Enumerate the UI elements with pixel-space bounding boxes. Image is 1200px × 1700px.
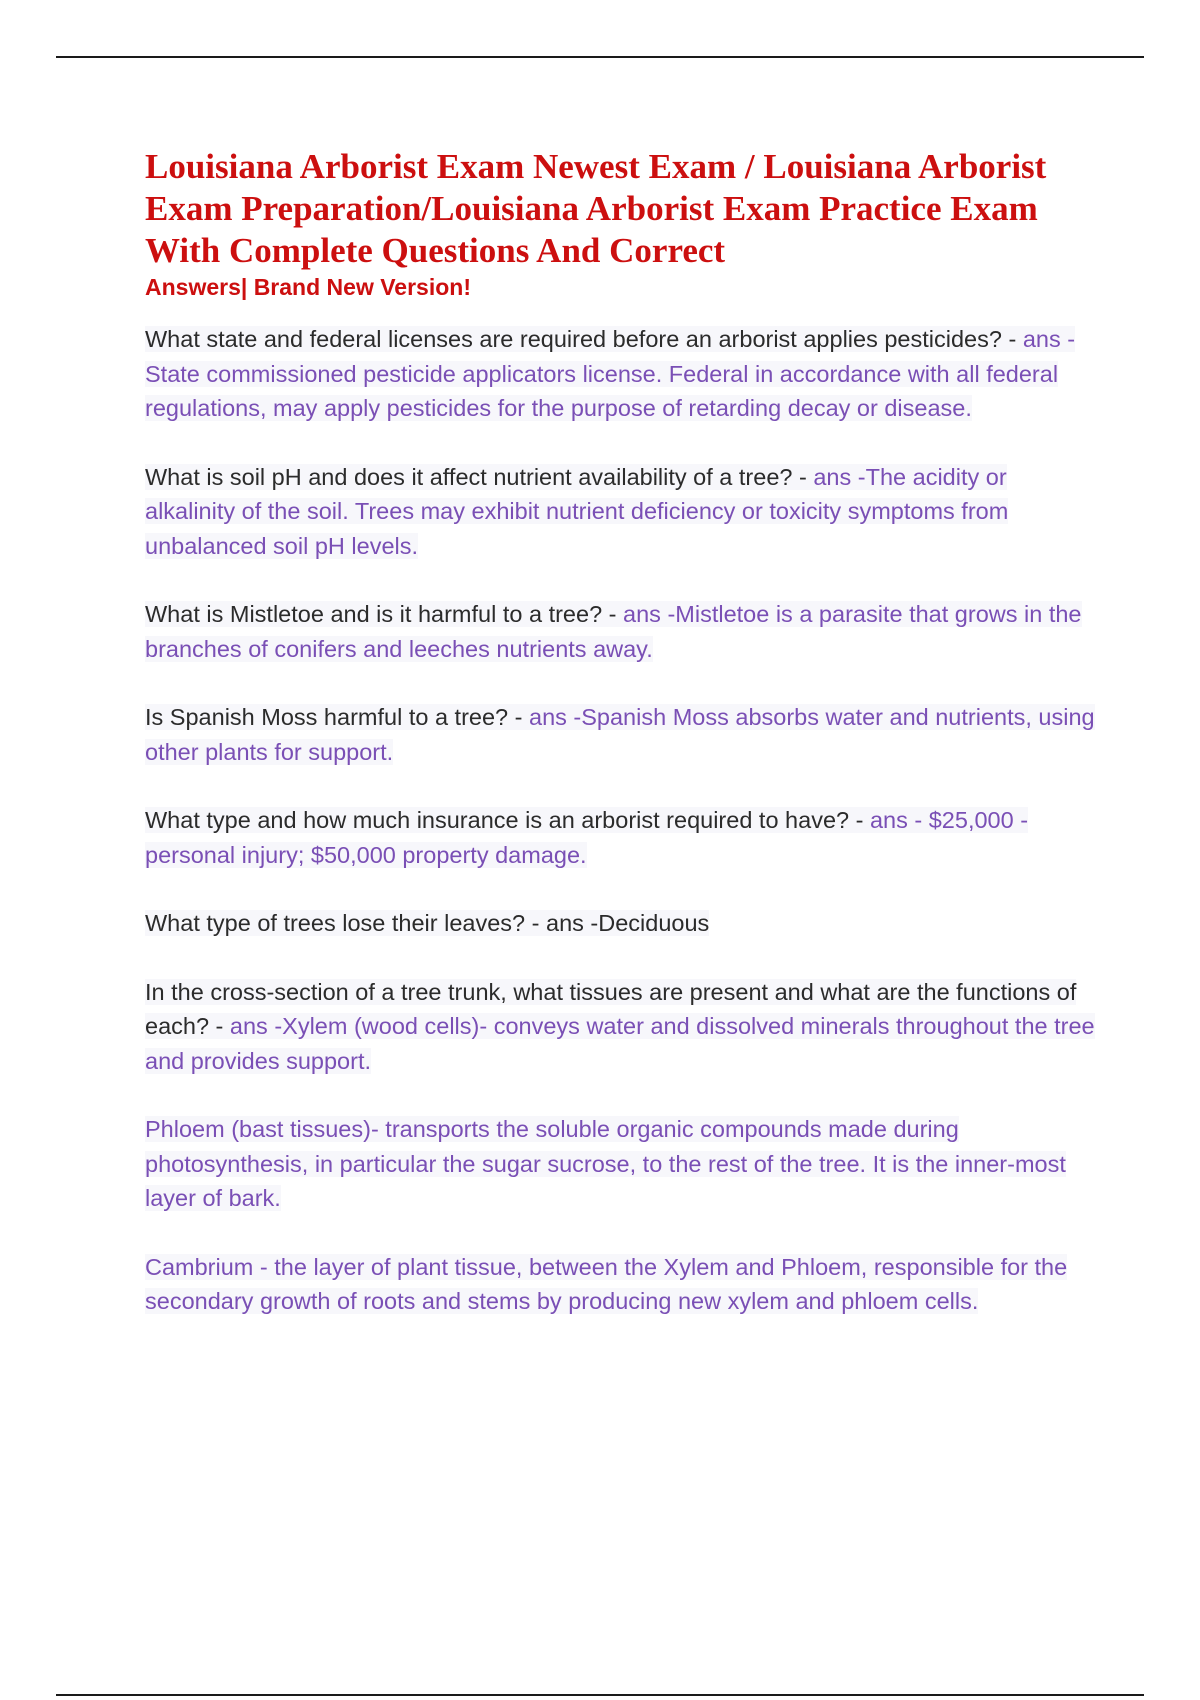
question-text: What type of trees lose their leaves? - — [145, 910, 546, 936]
answer-text: ans -The acidity or alkalinity of the soil. Trees may exhibit nutrient deficiency or toxicity symptoms from unbalanced soil pH levels. — [145, 463, 1009, 559]
document-subtitle: Answers| Brand New Version! — [145, 274, 471, 300]
answer-text: Cambrium - the layer of plant tissue, between the Xylem and Phloem, responsible for the secondary growth of roots and stems by producing new xylem and phloem cells. — [145, 1253, 1068, 1314]
qa-item — [145, 803, 1095, 872]
qa-item — [145, 906, 1095, 941]
answer-text: Phloem (bast tissues)- transports the soluble organic compounds made during photosynthesis, in particular the sugar sucrose, to the rest of the tree. It is the inner-most layer of bark. — [145, 1116, 1066, 1211]
bottom-rule — [56, 1694, 1144, 1696]
qa-item — [145, 460, 1095, 564]
answer-text: ans -Xylem (wood cells)- conveys water and dissolved minerals throughout the tree and provides support. — [145, 1013, 1095, 1074]
question-text: What state and federal licenses are required before an arborist applies pesticides? - — [145, 326, 1023, 352]
question-text: Is Spanish Moss harmful to a tree? - — [145, 704, 529, 730]
document-body — [145, 146, 1095, 1353]
answer-continuation — [145, 1112, 1095, 1216]
question-text: What is Mistletoe and is it harmful to a tree? - — [145, 601, 624, 627]
question-text: What is soil pH and does it affect nutrient availability of a tree? - — [145, 463, 814, 490]
answer-text: ans -Spanish Moss absorbs water and nutrients, using other plants for support. — [145, 704, 1095, 765]
answer-text: ans -Mistletoe is a parasite that grows in the branches of conifers and leeches nutrients away. — [145, 601, 1082, 662]
document-title: Louisiana Arborist Exam Newest Exam / Louisiana Arborist Exam Preparation/Louisiana Arborist Exam Practice Exam With Complete Questions And Correct — [145, 147, 1047, 270]
qa-item — [145, 322, 1095, 426]
answer-text: ans -State commissioned pesticide applicators license. Federal in accordance with all federal regulations, may apply pesticides for the purpose of retarding decay or disease. — [145, 326, 1076, 421]
answer-continuation — [145, 1250, 1095, 1319]
answer-text: ans - $25,000 - personal injury; $50,000 property damage. — [145, 807, 1029, 868]
question-text: What type and how much insurance is an arborist required to have? - — [145, 807, 870, 833]
qa-item — [145, 975, 1095, 1079]
answer-text: ans -Deciduous — [546, 910, 710, 936]
qa-item — [145, 700, 1095, 769]
qa-item — [145, 597, 1095, 666]
top-rule — [56, 56, 1144, 58]
question-text: In the cross-section of a tree trunk, what tissues are present and what are the functions of each? - — [145, 978, 1077, 1039]
